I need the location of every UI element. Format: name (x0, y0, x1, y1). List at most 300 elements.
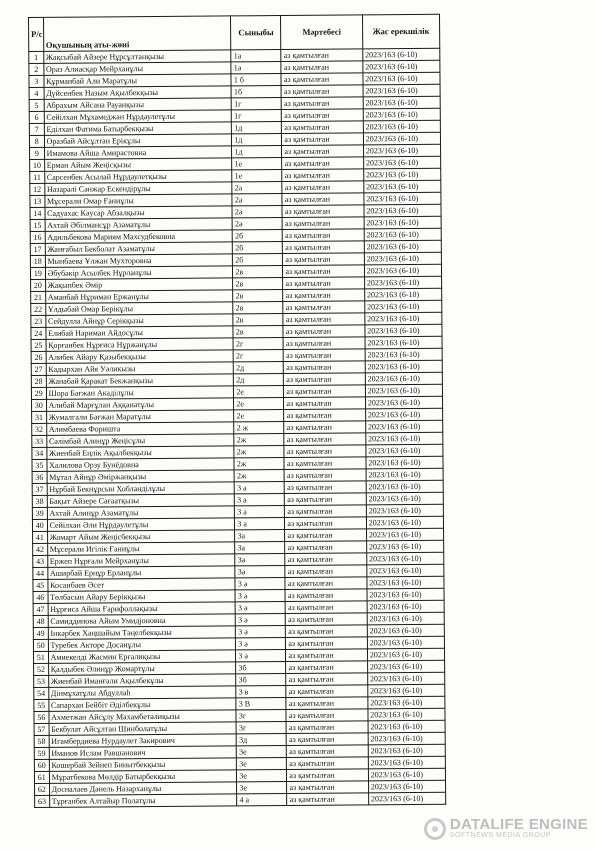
note-cell: 2023/163 (6-10) (366, 456, 443, 469)
grade-cell: 2а (232, 194, 282, 206)
status-cell: аз қамтылған (282, 181, 363, 194)
status-cell: аз қамтылған (284, 433, 365, 446)
note-cell: 2023/163 (6-10) (363, 120, 440, 133)
student-name: Нұрғиса Айша Ғарифоллақызы (48, 602, 236, 615)
status-cell: аз қамтылған (283, 265, 364, 278)
row-number: 14 (30, 207, 45, 219)
student-table (28, 14, 446, 808)
grade-cell: 1д (232, 122, 282, 134)
row-number: 25 (31, 339, 46, 351)
note-cell: 2023/163 (6-10) (365, 348, 442, 361)
grade-cell: 1г (232, 110, 282, 122)
row-number: 44 (33, 567, 48, 579)
status-cell: аз қамтылған (287, 733, 368, 746)
note-cell: 2023/163 (6-10) (363, 144, 440, 157)
status-cell: аз қамтылған (283, 241, 364, 254)
row-number: 24 (31, 327, 46, 339)
student-name: Аширбай Ернұр Ерланұлы (47, 566, 235, 579)
grade-cell: 3 а (235, 481, 285, 493)
row-number: 36 (32, 471, 47, 483)
row-number: 11 (30, 171, 45, 183)
student-name: Әбубәкір Асылбек Нұрланұлы (45, 266, 233, 279)
status-cell: аз қамтылған (282, 157, 363, 170)
student-name: Ахтай Әбілмансұр Азаматұлы (45, 218, 233, 231)
row-number: 13 (30, 195, 45, 207)
status-cell: аз қамтылған (283, 313, 364, 326)
note-cell: 2023/163 (6-10) (365, 396, 442, 409)
student-name: Садуахас Кәусар Абзалқызы (45, 206, 233, 219)
row-number: 56 (34, 711, 49, 723)
student-name: Амиекелді Жасмин Ерғалиқызы (48, 650, 236, 663)
note-cell: 2023/163 (6-10) (366, 528, 443, 541)
row-number: 37 (32, 483, 47, 495)
status-cell: аз қамтылған (286, 721, 367, 734)
student-name: Жанабай Қаракат Бекжанқызы (46, 374, 234, 387)
student-name: Нұрбай Бекнұрсын Хобланділұлы (47, 482, 235, 495)
student-name: Мынбаева Ұлжан Мухторовна (45, 254, 233, 267)
grade-cell: 2ә (232, 218, 282, 230)
grade-cell: 2е (234, 410, 284, 422)
status-cell: аз қамтылған (286, 601, 367, 614)
row-number: 17 (30, 243, 45, 255)
row-number: 3 (29, 75, 44, 87)
grade-cell: 2в (233, 302, 283, 314)
grade-cell: 1д (232, 134, 282, 146)
row-number: 28 (31, 375, 46, 387)
row-number: 23 (31, 315, 46, 327)
datalife-logo-icon (424, 818, 446, 840)
status-cell: аз қамтылған (286, 649, 367, 662)
note-cell: 2023/163 (6-10) (364, 180, 441, 193)
student-name: Косанбаев Әсет (48, 578, 236, 591)
status-cell: аз қамтылған (281, 61, 362, 74)
note-cell: 2023/163 (6-10) (367, 660, 444, 673)
status-cell: аз қамтылған (285, 541, 366, 554)
row-number: 42 (33, 543, 48, 555)
note-cell: 2023/163 (6-10) (363, 84, 440, 97)
status-cell: аз қамтылған (284, 373, 365, 386)
status-cell: аз қамтылған (283, 289, 364, 302)
grade-cell: 2ж (234, 469, 284, 481)
student-name: Кошербай Зейнеп Бинытбекқызы (49, 758, 237, 771)
status-cell: аз қамтылған (287, 757, 368, 770)
grade-cell: 2 ж (234, 422, 284, 434)
student-name: Ахметжан Айсұлу Махамбетәлиқызы (49, 710, 237, 723)
status-cell: аз қамтылған (284, 361, 365, 374)
status-cell: аз қамтылған (282, 145, 363, 158)
student-name: Тұрғанбек Алтайыр Полатұлы (49, 794, 237, 807)
grade-cell: 2ж (234, 446, 284, 458)
note-cell: 2023/163 (6-10) (366, 504, 443, 517)
row-number: 10 (30, 159, 45, 171)
note-cell: 2023/163 (6-10) (366, 492, 443, 505)
grade-cell: 2е (234, 386, 284, 398)
note-cell: 2023/163 (6-10) (368, 744, 445, 757)
status-cell: аз қамтылған (284, 349, 365, 362)
grade-cell: 1е (232, 158, 282, 170)
status-cell: аз қамтылған (285, 517, 366, 530)
row-number: 49 (33, 627, 48, 639)
row-number: 63 (35, 795, 50, 807)
grade-cell: 3 а (235, 505, 285, 517)
row-number: 45 (33, 579, 48, 591)
note-cell: 2023/163 (6-10) (368, 708, 445, 721)
row-number: 51 (33, 651, 48, 663)
status-cell: аз қамтылған (284, 409, 365, 422)
note-cell: 2023/163 (6-10) (367, 648, 444, 661)
note-cell: 2023/163 (6-10) (365, 336, 442, 349)
row-number: 33 (32, 435, 47, 447)
row-number: 52 (34, 663, 49, 675)
note-cell: 2023/163 (6-10) (364, 228, 441, 241)
grade-cell: 1г (232, 98, 282, 110)
grade-cell: 3а (235, 541, 285, 553)
table-row (35, 792, 446, 807)
note-cell: 2023/163 (6-10) (363, 48, 440, 61)
row-number: 22 (31, 303, 46, 315)
note-cell: 2023/163 (6-10) (363, 108, 440, 121)
grade-cell: 1а (231, 50, 281, 62)
status-cell: аз қамтылған (286, 685, 367, 698)
note-cell: 2023/163 (6-10) (366, 468, 443, 481)
grade-cell: 1б (231, 86, 281, 98)
student-name: Мұратбекова Мөлдір Батырбекқызы (49, 770, 237, 783)
note-cell: 2023/163 (6-10) (363, 168, 440, 181)
row-number: 47 (33, 603, 48, 615)
note-cell: 2023/163 (6-10) (364, 264, 441, 277)
student-name: Жанғабыл Бекболат Азаматұлы (45, 242, 233, 255)
note-cell: 2023/163 (6-10) (368, 756, 445, 769)
note-cell: 2023/163 (6-10) (366, 480, 443, 493)
grade-cell: 2ж (234, 434, 284, 446)
status-cell: аз қамтылған (284, 421, 365, 434)
student-name: Кадырхан Айя Уәликызы (46, 362, 234, 375)
row-number: 18 (30, 255, 45, 267)
status-cell: аз қамтылған (282, 133, 363, 146)
student-name: Адильбекова Мариям Махсудбековна (45, 230, 233, 243)
note-cell: 2023/163 (6-10) (364, 204, 441, 217)
grade-cell: 3а (235, 529, 285, 541)
status-cell: аз қамтылған (285, 505, 366, 518)
row-number: 41 (33, 531, 48, 543)
grade-cell: 3г (236, 709, 286, 721)
col-header-status: Мәртебесі (281, 15, 363, 50)
table-body (29, 48, 446, 807)
status-cell: аз қамтылған (286, 637, 367, 650)
row-number: 39 (32, 507, 47, 519)
status-cell: аз қамтылған (282, 205, 363, 218)
status-cell: аз қамтылған (284, 397, 365, 410)
grade-cell: 2ә (232, 206, 282, 218)
status-cell: аз қамтылған (283, 301, 364, 314)
note-cell: 2023/163 (6-10) (364, 216, 441, 229)
student-name: Сәлімбай Алинұр Жеңісұлы (46, 434, 234, 447)
row-number: 15 (30, 219, 45, 231)
row-number: 5 (29, 99, 44, 111)
status-cell: аз қамтылған (285, 589, 366, 602)
student-name: Дінмұхатұлы Абдуллаһ (48, 686, 236, 699)
status-cell: аз қамтылған (285, 553, 366, 566)
student-name: Қалдыбек Әлинұр Жомартұлы (48, 662, 236, 675)
student-name: Самиддинова Айым Умидjоновна (48, 614, 236, 627)
status-cell: аз қамтылған (283, 325, 364, 338)
grade-cell: 3ә (235, 565, 285, 577)
row-number: 32 (32, 423, 47, 435)
grade-cell: 3е (237, 757, 287, 769)
note-cell: 2023/163 (6-10) (366, 432, 443, 445)
student-name: Досналаев Дәнель Назарханұлы (49, 782, 237, 795)
grade-cell: 2а (232, 182, 282, 194)
status-cell: аз қамтылған (285, 481, 366, 494)
status-cell: аз қамтылған (286, 709, 367, 722)
status-cell: аз қамтылған (286, 673, 367, 686)
student-name: Шора Бағжан Акаділұлы (46, 386, 234, 399)
grade-cell: 3е (237, 769, 287, 781)
status-cell: аз қамтылған (283, 229, 364, 242)
grade-cell: 3 ә (235, 589, 285, 601)
note-cell: 2023/163 (6-10) (365, 324, 442, 337)
note-cell: 2023/163 (6-10) (363, 72, 440, 85)
student-name: Оразбай Айсұлтан Ерікұлы (44, 134, 232, 147)
note-cell: 2023/163 (6-10) (367, 636, 444, 649)
grade-cell: 3б (236, 673, 286, 685)
grade-cell: 2в (233, 290, 283, 302)
row-number: 50 (33, 639, 48, 651)
status-cell: аз қамтылған (286, 625, 367, 638)
student-name: Иманов Ислам Равшанович (49, 746, 237, 759)
status-cell: аз қамтылған (283, 217, 364, 230)
student-name: Алимбаева Форишта (46, 422, 234, 435)
note-cell: 2023/163 (6-10) (364, 276, 441, 289)
student-name: Туребек Акторе Досанұлы (48, 638, 236, 651)
col-header-note: Жас ерекшілік (362, 14, 439, 49)
student-name: Сейілхан Әли Нұрдәулетұлы (47, 518, 235, 531)
note-cell: 2023/163 (6-10) (367, 624, 444, 637)
note-cell: 2023/163 (6-10) (368, 684, 445, 697)
status-cell: аз қамтылған (284, 385, 365, 398)
grade-cell: 4 а (237, 793, 287, 805)
grade-cell: 3 В (236, 697, 286, 709)
row-number: 16 (30, 231, 45, 243)
note-cell: 2023/163 (6-10) (364, 288, 441, 301)
student-name: Назарәлі Сәнжар Ескендірұлы (44, 182, 232, 195)
row-number: 30 (32, 399, 47, 411)
student-name: Жиенбай Иманғали Ақылбекұлы (48, 674, 236, 687)
status-cell: аз қамтылған (287, 769, 368, 782)
row-number: 35 (32, 459, 47, 471)
student-name: Аманбай Нұриман Ержанұлы (45, 290, 233, 303)
status-cell: аз қамтылған (287, 745, 368, 758)
note-cell: 2023/163 (6-10) (366, 516, 443, 529)
student-name: Бақыт Айзере Сағаатқызы (47, 494, 235, 507)
grade-cell: 3 ә (236, 625, 286, 637)
watermark (424, 817, 588, 840)
note-cell: 2023/163 (6-10) (365, 384, 442, 397)
row-number: 62 (35, 783, 50, 795)
status-cell: аз қамтылған (287, 793, 368, 806)
grade-cell: 3 ә (236, 649, 286, 661)
note-cell: 2023/163 (6-10) (365, 420, 442, 433)
grade-cell: 1 б (231, 74, 281, 86)
grade-cell: 2д (234, 374, 284, 386)
note-cell: 2023/163 (6-10) (364, 252, 441, 265)
status-cell: аз қамтылған (282, 169, 363, 182)
grade-cell: 2ж (234, 457, 284, 469)
row-number: 27 (31, 363, 46, 375)
note-cell: 2023/163 (6-10) (363, 96, 440, 109)
row-number: 54 (34, 687, 49, 699)
row-number: 46 (33, 591, 48, 603)
grade-cell: 3д (236, 733, 286, 745)
status-cell: аз қамтылған (285, 493, 366, 506)
grade-cell: 3г (236, 721, 286, 733)
row-number: 61 (34, 771, 49, 783)
row-number: 26 (31, 351, 46, 363)
student-name: Мұтал Айнұр Әміржанқызы (47, 470, 235, 483)
note-cell: 2023/163 (6-10) (366, 540, 443, 553)
status-cell: аз қамтылған (285, 529, 366, 542)
note-cell: 2023/163 (6-10) (365, 372, 442, 385)
grade-cell: 2е (234, 398, 284, 410)
note-cell: 2023/163 (6-10) (365, 360, 442, 373)
grade-cell: 3е (237, 745, 287, 757)
grade-cell: 2г (233, 350, 283, 362)
note-cell: 2023/163 (6-10) (364, 240, 441, 253)
row-number: 19 (30, 267, 45, 279)
grade-cell: 3 ә (235, 577, 285, 589)
row-number: 8 (29, 135, 44, 147)
note-cell: 2023/163 (6-10) (366, 444, 443, 457)
student-name: Игамбердиева Нурдаулет Закирович (49, 734, 237, 747)
status-cell: аз қамтылған (286, 613, 367, 626)
note-cell: 2023/163 (6-10) (363, 132, 440, 145)
status-cell: аз қамтылған (285, 565, 366, 578)
row-number: 58 (34, 735, 49, 747)
row-number: 29 (31, 387, 46, 399)
student-name: Имамова Айша Амирастовна (44, 146, 232, 159)
student-name: Ахтай Алинұр Азаматұлы (47, 506, 235, 519)
student-name: Сарсенбек Асылай Нұрдаулетқызы (44, 170, 232, 183)
note-cell: 2023/163 (6-10) (365, 300, 442, 313)
note-cell: 2023/163 (6-10) (368, 792, 445, 805)
row-number: 20 (31, 279, 46, 291)
student-name: Жиенбай Еңлік Ақылбекқызы (46, 446, 234, 459)
student-name: Мұсерали Игілік Ғаниұлы (47, 542, 235, 555)
note-cell: 2023/163 (6-10) (364, 192, 441, 205)
status-cell: аз қамтылған (285, 577, 366, 590)
student-name: Ұлдыбай Омар Берікұлы (45, 302, 233, 315)
row-number: 2 (29, 63, 44, 75)
student-name: Құрманбай Али Маратұлы (44, 74, 232, 87)
status-cell: аз қамтылған (282, 193, 363, 206)
note-cell: 2023/163 (6-10) (368, 768, 445, 781)
note-cell: 2023/163 (6-10) (367, 588, 444, 601)
row-number: 7 (29, 123, 44, 135)
status-cell: аз қамтылған (282, 97, 363, 110)
grade-cell: 3 ә (236, 637, 286, 649)
note-cell: 2023/163 (6-10) (367, 576, 444, 589)
note-cell: 2023/163 (6-10) (365, 408, 442, 421)
row-number: 53 (34, 675, 49, 687)
row-number: 60 (34, 759, 49, 771)
note-cell: 2023/163 (6-10) (368, 780, 445, 793)
student-name: Сейілхан Мұхамеджан Нұрдаулетұлы (44, 110, 232, 123)
grade-cell: 3е (237, 781, 287, 793)
grade-cell: 3 ә (235, 601, 285, 613)
student-name: Еділхан Фатима Батырбекқызы (44, 122, 232, 135)
row-number: 4 (29, 87, 44, 99)
grade-cell: 2б (233, 254, 283, 266)
row-number: 40 (32, 519, 47, 531)
grade-cell: 2в (233, 278, 283, 290)
status-cell: аз қамтылған (283, 337, 364, 350)
student-name: Інкәрбек Хаңшайым Тәңелбекқызы (48, 626, 236, 639)
watermark-subtitle: SOFTNEWS MEDIA GROUP (449, 832, 551, 839)
student-name: Ержеп Нұрғали Мейрханұлы (47, 554, 235, 567)
table-header-row (29, 14, 440, 51)
note-cell: 2023/163 (6-10) (365, 312, 442, 325)
row-number: 34 (32, 447, 47, 459)
student-name: Жақыпбек Әмір (45, 278, 233, 291)
status-cell: аз қамтылған (284, 457, 365, 470)
row-number: 9 (30, 147, 45, 159)
row-number: 12 (30, 183, 45, 195)
grade-cell: 1е (232, 170, 282, 182)
note-cell: 2023/163 (6-10) (368, 720, 445, 733)
grade-cell: 3 в (236, 685, 286, 697)
grade-cell: 3 ә (236, 613, 286, 625)
status-cell: аз қамтылған (281, 73, 362, 86)
note-cell: 2023/163 (6-10) (367, 612, 444, 625)
note-cell: 2023/163 (6-10) (367, 552, 444, 565)
student-name: Қорғанбек Нұрғиса Нұржанұлы (46, 338, 234, 351)
grade-cell: 3ә (235, 553, 285, 565)
grade-cell: 3 а (235, 493, 285, 505)
row-number: 59 (34, 747, 49, 759)
grade-cell: 2в (233, 314, 283, 326)
student-name: Елибай Нариман Айдосұлы (46, 326, 234, 339)
row-number: 57 (34, 723, 49, 735)
note-cell: 2023/163 (6-10) (363, 156, 440, 169)
row-number: 43 (33, 555, 48, 567)
grade-cell: 1д (232, 146, 282, 158)
row-number: 1 (29, 51, 44, 63)
row-number: 55 (34, 699, 49, 711)
student-name: Дүйсенбек Назым Ақылбекқызы (44, 86, 232, 99)
note-cell: 2023/163 (6-10) (368, 696, 445, 709)
student-name: Абрахым Айсана Рауанқызы (44, 98, 232, 111)
student-name: Жумалгали Бағжан Маратұлы (46, 410, 234, 423)
status-cell: аз қамтылған (281, 49, 362, 62)
student-name: Ерман Айым Жеңісқызы (44, 158, 232, 171)
row-number: 38 (32, 495, 47, 507)
watermark-title: DATALIFE ENGINE (449, 816, 588, 833)
status-cell: аз қамтылған (282, 109, 363, 122)
student-name: Сапархан Бейбіт Әділбекұлы (48, 698, 236, 711)
grade-cell: 3б (236, 661, 286, 673)
status-cell: аз қамтылған (286, 661, 367, 674)
student-name: Ораз Алиасқар Мейрханұлы (43, 62, 231, 75)
student-name: Жақсыбай Айзере Нұрсұлтанқызы (43, 50, 231, 63)
student-name: Алибек Айару Қазыбекқызы (46, 350, 234, 363)
note-cell: 2023/163 (6-10) (363, 60, 440, 73)
grade-cell: 2д (234, 362, 284, 374)
grade-cell: 2б (233, 230, 283, 242)
grade-cell: 2б (233, 242, 283, 254)
col-header-grade: Сыныбы (231, 16, 281, 50)
status-cell: аз қамтылған (281, 85, 362, 98)
row-number: 21 (31, 291, 46, 303)
